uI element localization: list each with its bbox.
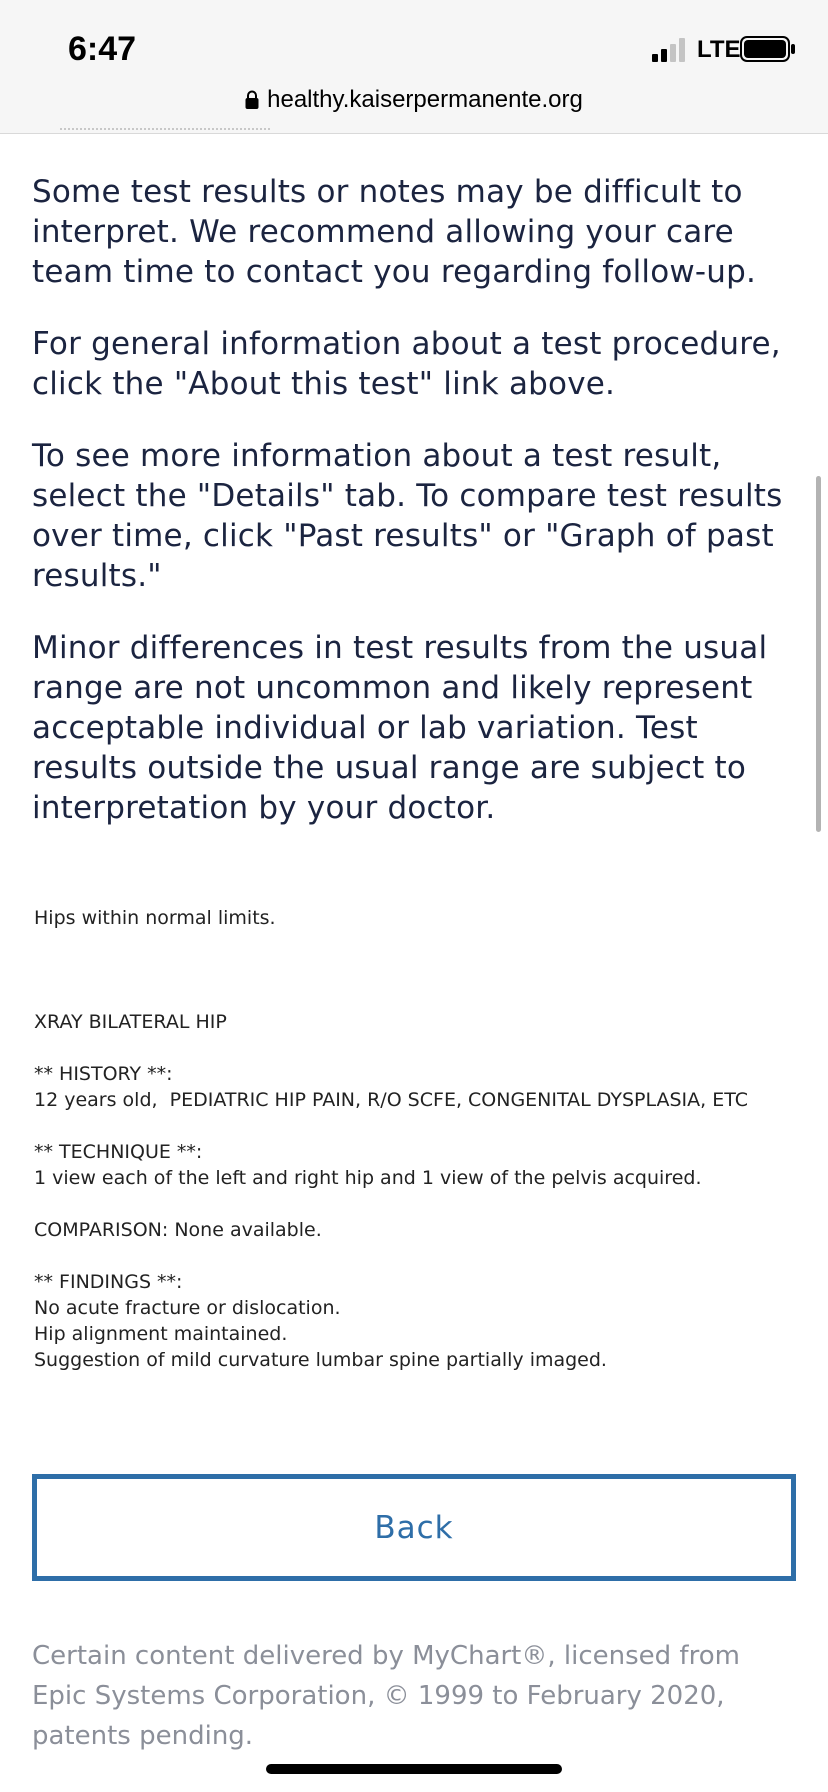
footer-copyright: Certain content delivered by MyChart®, licensed from Epic Systems Corporation, © 1999 to February 2020, patents pending. xyxy=(32,1641,740,1751)
battery-icon xyxy=(740,36,796,62)
partially-visible-text xyxy=(60,128,270,136)
info-paragraph-about-test: For general information about a test procedure, click the "About this test" link above. xyxy=(32,326,781,402)
info-paragraph-followup: Some test results or notes may be difficult to interpret. We recommend allowing your care team time to contact you regarding follow-up. xyxy=(32,174,757,290)
lock-icon xyxy=(245,90,259,110)
scrollbar[interactable] xyxy=(816,476,821,832)
report-findings-header: ** FINDINGS **: xyxy=(34,1271,183,1293)
info-paragraph-variation: Minor differences in test results from the usual range are not uncommon and likely represent acceptable individual or lab variation. Test results outside the usual range are subject to interpretation by your doctor. xyxy=(32,630,768,826)
report-technique-text: 1 view each of the left and right hip and 1 view of the pelvis acquired. xyxy=(34,1167,702,1189)
status-bar xyxy=(0,0,828,134)
cellular-signal-icon xyxy=(652,38,688,62)
report-impression: Hips within normal limits. xyxy=(34,907,276,929)
url-text: healthy.kaiserpermanente.org xyxy=(267,86,583,113)
info-paragraph-details: To see more information about a test result, select the "Details" tab. To compare test results over time, click "Past results" or "Graph of past results." xyxy=(32,438,783,594)
result-info-section xyxy=(32,172,796,860)
report-history-header: ** HISTORY **: xyxy=(34,1063,173,1085)
report-history-text: 12 years old, PEDIATRIC HIP PAIN, R/O SCFE, CONGENITAL DYSPLASIA, ETC xyxy=(34,1089,748,1111)
radiology-report xyxy=(34,905,804,1373)
home-indicator[interactable] xyxy=(266,1764,562,1774)
report-exam-title: XRAY BILATERAL HIP xyxy=(34,1011,227,1033)
address-bar[interactable] xyxy=(0,86,828,120)
report-finding: Hip alignment maintained. xyxy=(34,1323,288,1345)
report-comparison: COMPARISON: None available. xyxy=(34,1219,322,1241)
report-finding: Suggestion of mild curvature lumbar spine partially imaged. xyxy=(34,1349,607,1371)
clock: 6:47 xyxy=(68,30,137,68)
back-button[interactable]: Back xyxy=(32,1474,796,1581)
report-technique-header: ** TECHNIQUE **: xyxy=(34,1141,203,1163)
report-finding: No acute fracture or dislocation. xyxy=(34,1297,341,1319)
network-type: LTE xyxy=(697,36,741,63)
